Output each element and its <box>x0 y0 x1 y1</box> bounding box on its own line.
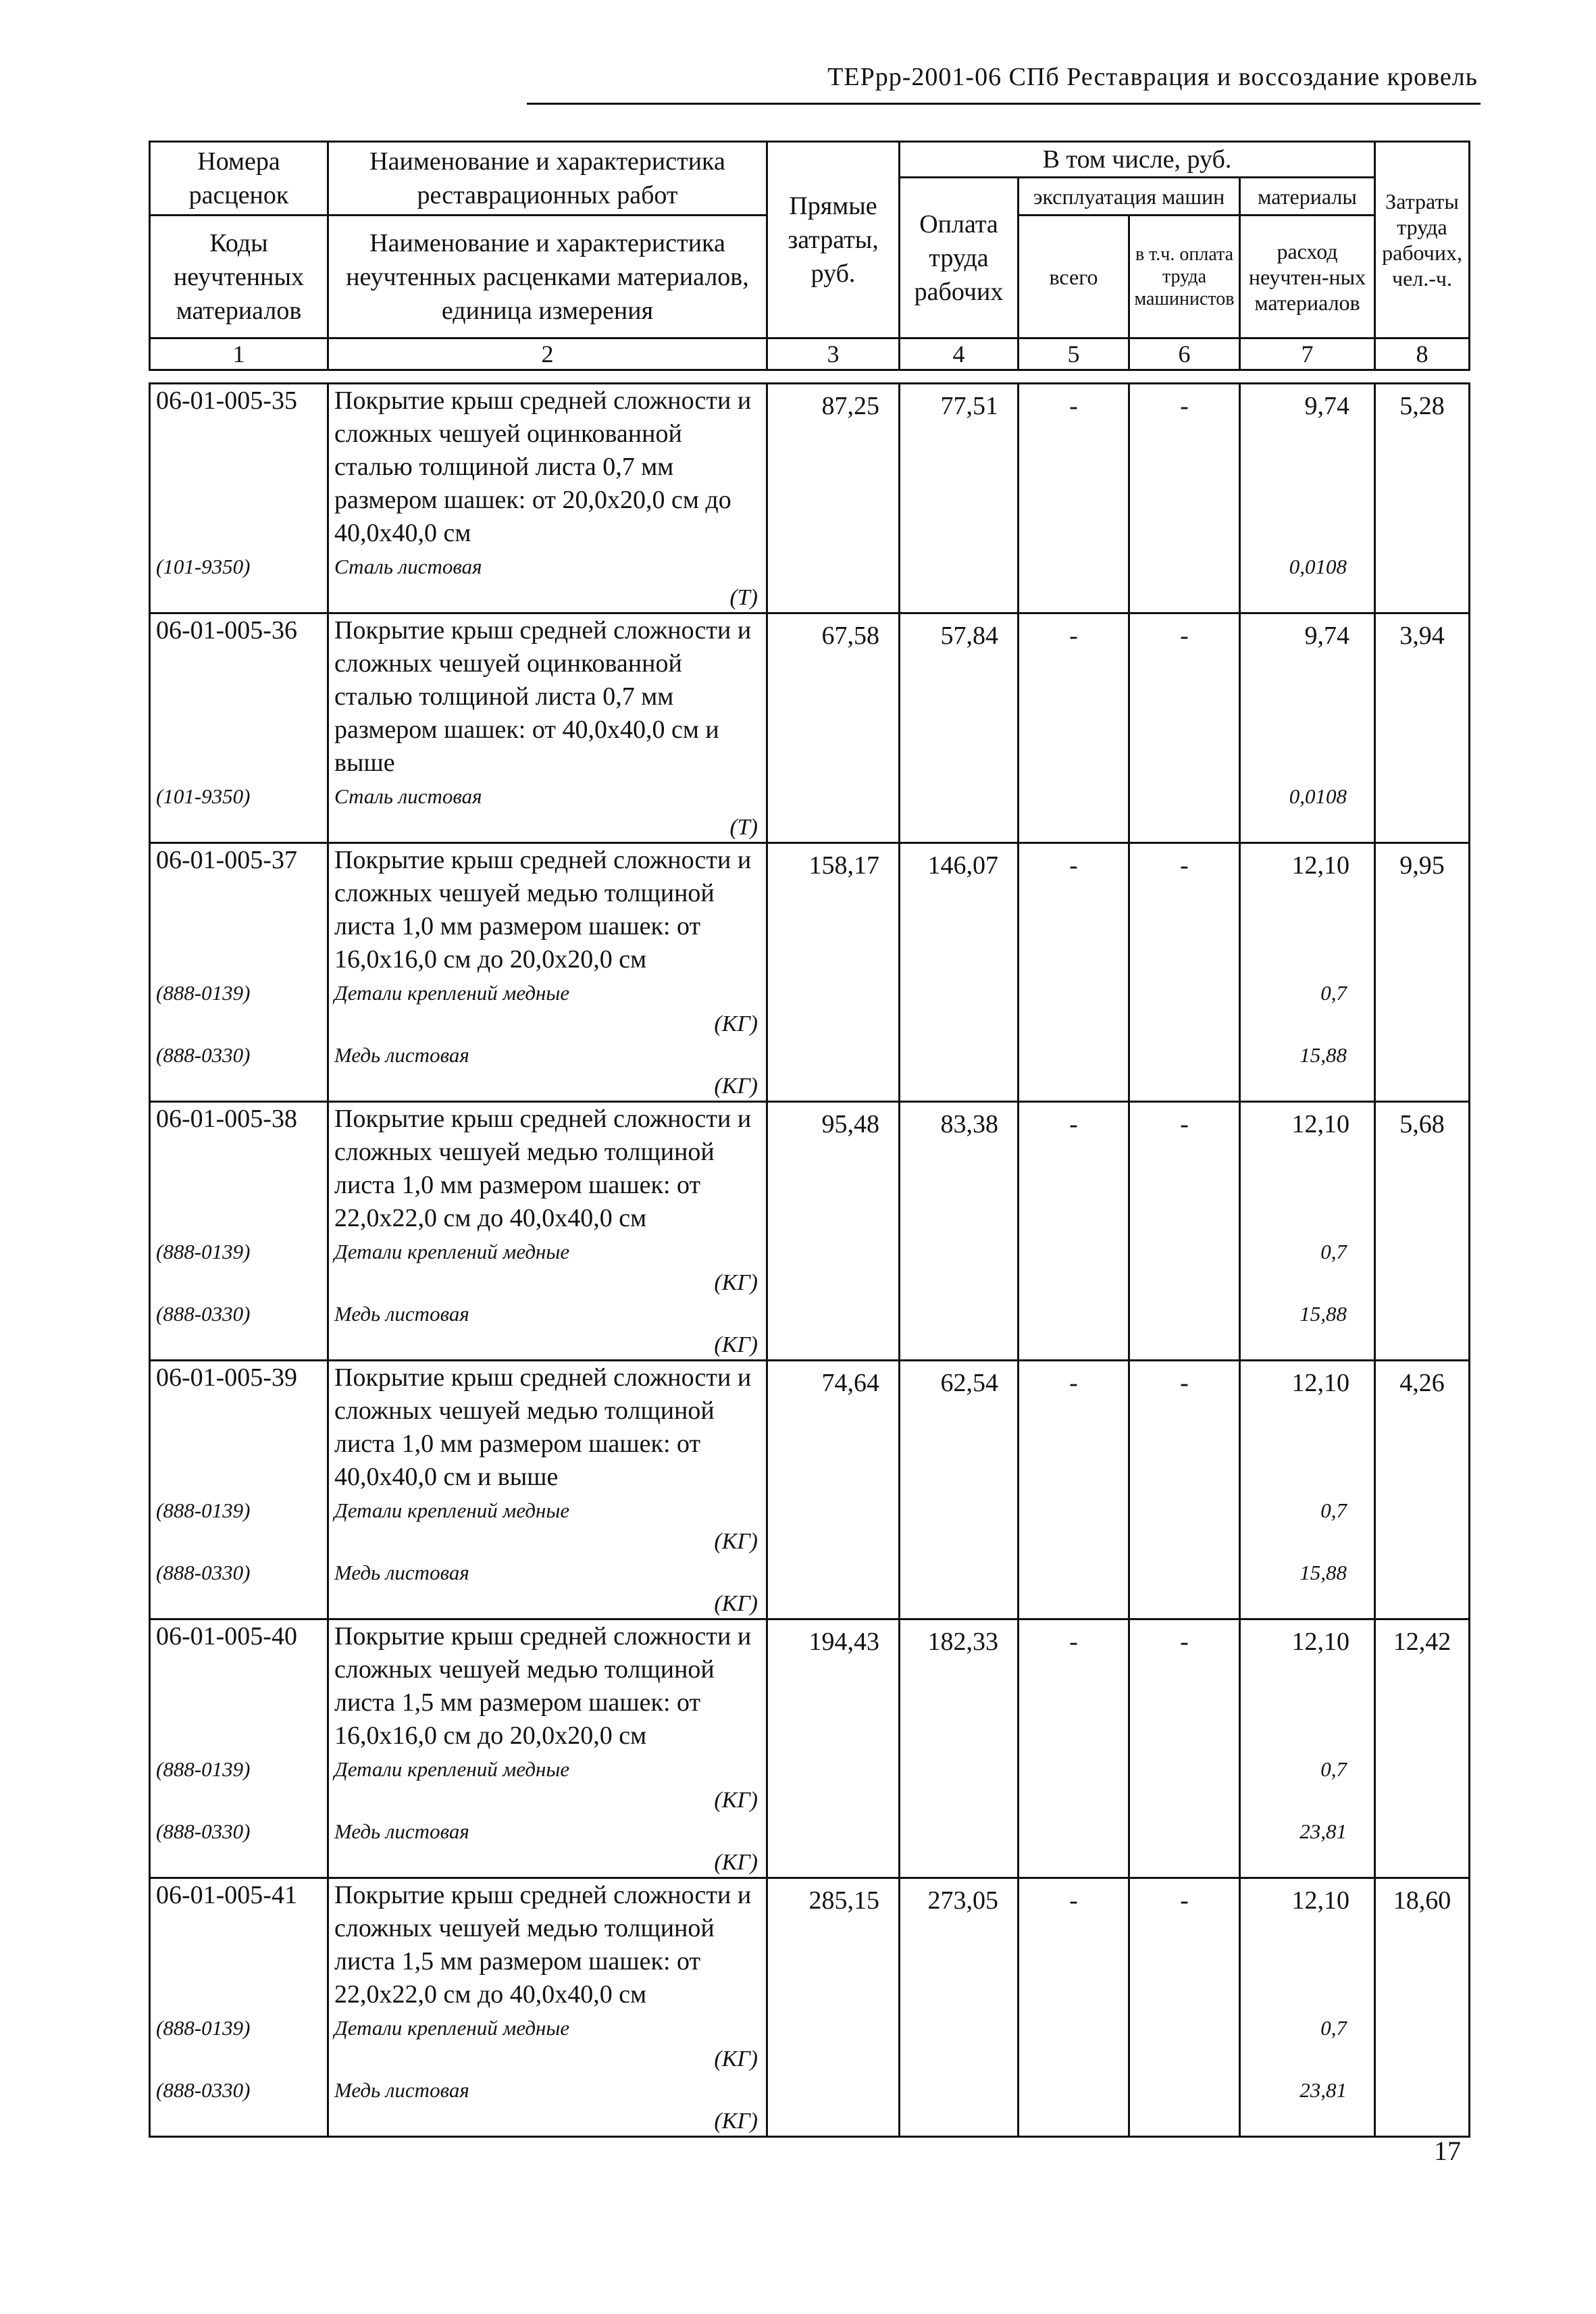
column-number: 4 <box>900 338 1019 370</box>
materials-cell <box>1240 1619 1375 1878</box>
material-code: (888-0139) <box>156 1757 251 1781</box>
material-name: Детали креплений медные <box>334 1499 570 1522</box>
material-name: Детали креплений медные <box>334 1240 570 1263</box>
labor-hours: 5,28 <box>1375 384 1470 613</box>
work-name-cell <box>328 1619 767 1878</box>
material-quantity: 15,88 <box>1299 1302 1347 1326</box>
material-quantity: 15,88 <box>1299 1043 1347 1067</box>
material-unit: (КГ) <box>714 2046 758 2071</box>
machinist-pay: - <box>1129 1102 1240 1361</box>
rate-code-cell <box>150 1878 328 2137</box>
rate-code: 06-01-005-37 <box>156 846 297 874</box>
rates-table <box>149 382 1470 2138</box>
material-code: (101-9350) <box>156 784 251 808</box>
material-code: (888-0139) <box>156 1499 251 1522</box>
material-quantity: 0,7 <box>1320 2016 1347 2040</box>
table-row <box>150 1102 1470 1361</box>
rate-code-cell <box>150 613 328 843</box>
materials-cost: 12,10 <box>1291 851 1349 880</box>
materials-cost: 12,10 <box>1291 1369 1349 1397</box>
worker-pay: 57,84 <box>900 613 1019 843</box>
worker-pay: 83,38 <box>900 1102 1019 1361</box>
header-machinist-pay: в т.ч. оплата труда машинистов <box>1129 216 1240 338</box>
material-name: Медь листовая <box>334 1043 469 1067</box>
material-quantity: 0,0108 <box>1289 555 1347 578</box>
header-machines-total: всего <box>1019 216 1129 338</box>
rate-code: 06-01-005-41 <box>156 1881 297 1909</box>
worker-pay: 77,51 <box>900 384 1019 613</box>
work-name-cell <box>328 1878 767 2137</box>
table-row <box>150 1619 1470 1878</box>
machines-total: - <box>1019 384 1129 613</box>
document-title: ТЕРрр-2001-06 СПб Реставрация и воссоздание кровель <box>827 63 1478 91</box>
material-code: (888-0330) <box>156 1819 251 1843</box>
material-name: Медь листовая <box>334 1819 469 1843</box>
material-quantity: 0,0108 <box>1289 784 1347 808</box>
table-row <box>150 1361 1470 1619</box>
direct-costs: 285,15 <box>767 1878 900 2137</box>
material-unit: (КГ) <box>714 2109 758 2134</box>
labor-hours: 3,94 <box>1375 613 1470 843</box>
material-code: (888-0330) <box>156 2078 251 2102</box>
column-number: 1 <box>150 338 328 370</box>
column-number: 5 <box>1019 338 1129 370</box>
table-header <box>149 141 1470 371</box>
material-quantity: 0,7 <box>1320 1757 1347 1781</box>
material-name: Медь листовая <box>334 1561 469 1584</box>
material-code: (888-0139) <box>156 981 251 1005</box>
direct-costs: 74,64 <box>767 1361 900 1619</box>
machinist-pay: - <box>1129 1619 1240 1878</box>
machines-total: - <box>1019 1619 1129 1878</box>
rate-code: 06-01-005-35 <box>156 386 297 415</box>
labor-hours: 5,68 <box>1375 1102 1470 1361</box>
rate-code: 06-01-005-39 <box>156 1363 297 1392</box>
header-direct-costs: Прямые затраты, руб. <box>767 142 900 338</box>
work-name-cell <box>328 1361 767 1619</box>
table-row <box>150 843 1470 1102</box>
materials-cell <box>1240 613 1375 843</box>
work-name: Покрытие крыш средней сложности и сложных чешуей оцинкованной сталью толщиной листа 0,7 мм размером шашек: от 40,0х40,0 см и выше <box>334 616 752 777</box>
header-materials: материалы <box>1240 178 1375 216</box>
material-quantity: 23,81 <box>1299 2078 1347 2102</box>
column-number: 2 <box>328 338 767 370</box>
material-name: Детали креплений медные <box>334 1757 570 1781</box>
material-quantity: 0,7 <box>1320 1499 1347 1522</box>
header-material-codes: Коды неучтенных материалов <box>150 216 328 338</box>
machines-total: - <box>1019 613 1129 843</box>
machines-total: - <box>1019 1361 1129 1619</box>
materials-cell <box>1240 1878 1375 2137</box>
work-name: Покрытие крыш средней сложности и сложных чешуей медью толщиной листа 1,0 мм размером шашек: от 16,0х16,0 см до 20,0х20,0 см <box>334 846 752 974</box>
work-name: Покрытие крыш средней сложности и сложных чешуей медью толщиной листа 1,5 мм размером шашек: от 16,0х16,0 см до 20,0х20,0 см <box>334 1622 752 1750</box>
rate-code: 06-01-005-38 <box>156 1105 297 1133</box>
worker-pay: 273,05 <box>900 1878 1019 2137</box>
table-row <box>150 1878 1470 2137</box>
work-name: Покрытие крыш средней сложности и сложных чешуей оцинкованной сталью толщиной листа 0,7 мм размером шашек: от 20,0х20,0 см до 40,0х40,0 см <box>334 386 752 547</box>
rate-code-cell <box>150 1619 328 1878</box>
material-name: Сталь листовая <box>334 555 482 578</box>
material-quantity: 15,88 <box>1299 1561 1347 1584</box>
header-worker-pay: Оплата труда рабочих <box>900 178 1019 338</box>
header-unaccounted-materials: расход неучтен-ных материалов <box>1240 216 1375 338</box>
material-unit: (КГ) <box>714 1850 758 1875</box>
work-name: Покрытие крыш средней сложности и сложных чешуей медью толщиной листа 1,5 мм размером шашек: от 22,0х22,0 см до 40,0х40,0 см <box>334 1881 752 2009</box>
material-unit: (Т) <box>729 815 758 840</box>
rate-code-cell <box>150 843 328 1102</box>
materials-cell <box>1240 1102 1375 1361</box>
material-code: (888-0139) <box>156 1240 251 1263</box>
materials-cost: 12,10 <box>1291 1110 1349 1138</box>
table-row <box>150 384 1470 613</box>
materials-cell <box>1240 843 1375 1102</box>
material-name: Детали креплений медные <box>334 2016 570 2040</box>
work-name-cell <box>328 1102 767 1361</box>
material-unit: (КГ) <box>714 1074 758 1099</box>
worker-pay: 62,54 <box>900 1361 1019 1619</box>
column-number: 7 <box>1240 338 1375 370</box>
material-name: Детали креплений медные <box>334 981 570 1005</box>
labor-hours: 9,95 <box>1375 843 1470 1102</box>
direct-costs: 87,25 <box>767 384 900 613</box>
rate-code-cell <box>150 384 328 613</box>
header-machines: эксплуатация машин <box>1019 178 1240 216</box>
rate-code-cell <box>150 1102 328 1361</box>
material-name: Медь листовая <box>334 2078 469 2102</box>
machinist-pay: - <box>1129 613 1240 843</box>
material-unit: (КГ) <box>714 1788 758 1813</box>
materials-cost: 9,74 <box>1304 392 1349 420</box>
rate-code-cell <box>150 1361 328 1619</box>
header-labor-hours: Затраты труда рабочих, чел.-ч. <box>1375 142 1470 338</box>
material-unit: (КГ) <box>714 1591 758 1616</box>
work-name: Покрытие крыш средней сложности и сложных чешуей медью толщиной листа 1,0 мм размером шашек: от 40,0х40,0 см и выше <box>334 1363 752 1491</box>
materials-cost: 9,74 <box>1304 622 1349 650</box>
labor-hours: 12,42 <box>1375 1619 1470 1878</box>
labor-hours: 4,26 <box>1375 1361 1470 1619</box>
header-including-group: В том числе, руб. <box>900 142 1375 178</box>
column-number: 3 <box>767 338 900 370</box>
work-name-cell <box>328 384 767 613</box>
direct-costs: 194,43 <box>767 1619 900 1878</box>
material-quantity: 0,7 <box>1320 981 1347 1005</box>
machines-total: - <box>1019 843 1129 1102</box>
page-number: 17 <box>1434 2136 1461 2166</box>
column-number: 8 <box>1375 338 1470 370</box>
material-unit: (КГ) <box>714 1332 758 1357</box>
header-rate-numbers: Номера расценок <box>150 142 328 216</box>
material-code: (888-0139) <box>156 2016 251 2040</box>
material-quantity: 0,7 <box>1320 1240 1347 1263</box>
materials-cell <box>1240 1361 1375 1619</box>
material-code: (888-0330) <box>156 1561 251 1584</box>
material-code: (888-0330) <box>156 1302 251 1326</box>
labor-hours: 18,60 <box>1375 1878 1470 2137</box>
materials-cell <box>1240 384 1375 613</box>
machinist-pay: - <box>1129 1878 1240 2137</box>
material-code: (888-0330) <box>156 1043 251 1067</box>
column-numbers-row <box>150 338 1470 370</box>
header-rule <box>527 103 1481 105</box>
direct-costs: 67,58 <box>767 613 900 843</box>
worker-pay: 182,33 <box>900 1619 1019 1878</box>
work-name: Покрытие крыш средней сложности и сложных чешуей медью толщиной листа 1,0 мм размером шашек: от 22,0х22,0 см до 40,0х40,0 см <box>334 1105 752 1232</box>
material-unit: (КГ) <box>714 1529 758 1554</box>
header-material-names: Наименование и характеристика неучтенных расценками материалов, единица измерения <box>328 216 767 338</box>
machines-total: - <box>1019 1878 1129 2137</box>
machinist-pay: - <box>1129 1361 1240 1619</box>
header-work-name: Наименование и характеристика реставрационных работ <box>328 142 767 216</box>
machines-total: - <box>1019 1102 1129 1361</box>
rate-code: 06-01-005-40 <box>156 1622 297 1651</box>
worker-pay: 146,07 <box>900 843 1019 1102</box>
work-name-cell <box>328 843 767 1102</box>
material-quantity: 23,81 <box>1299 1819 1347 1843</box>
machinist-pay: - <box>1129 384 1240 613</box>
rate-code: 06-01-005-36 <box>156 616 297 645</box>
machinist-pay: - <box>1129 843 1240 1102</box>
material-name: Сталь листовая <box>334 784 482 808</box>
direct-costs: 95,48 <box>767 1102 900 1361</box>
material-code: (101-9350) <box>156 555 251 578</box>
materials-cost: 12,10 <box>1291 1886 1349 1915</box>
material-unit: (КГ) <box>714 1011 758 1036</box>
work-name-cell <box>328 613 767 843</box>
column-number: 6 <box>1129 338 1240 370</box>
table-row <box>150 613 1470 843</box>
material-unit: (КГ) <box>714 1270 758 1295</box>
material-name: Медь листовая <box>334 1302 469 1326</box>
materials-cost: 12,10 <box>1291 1628 1349 1656</box>
material-unit: (Т) <box>729 585 758 610</box>
direct-costs: 158,17 <box>767 843 900 1102</box>
